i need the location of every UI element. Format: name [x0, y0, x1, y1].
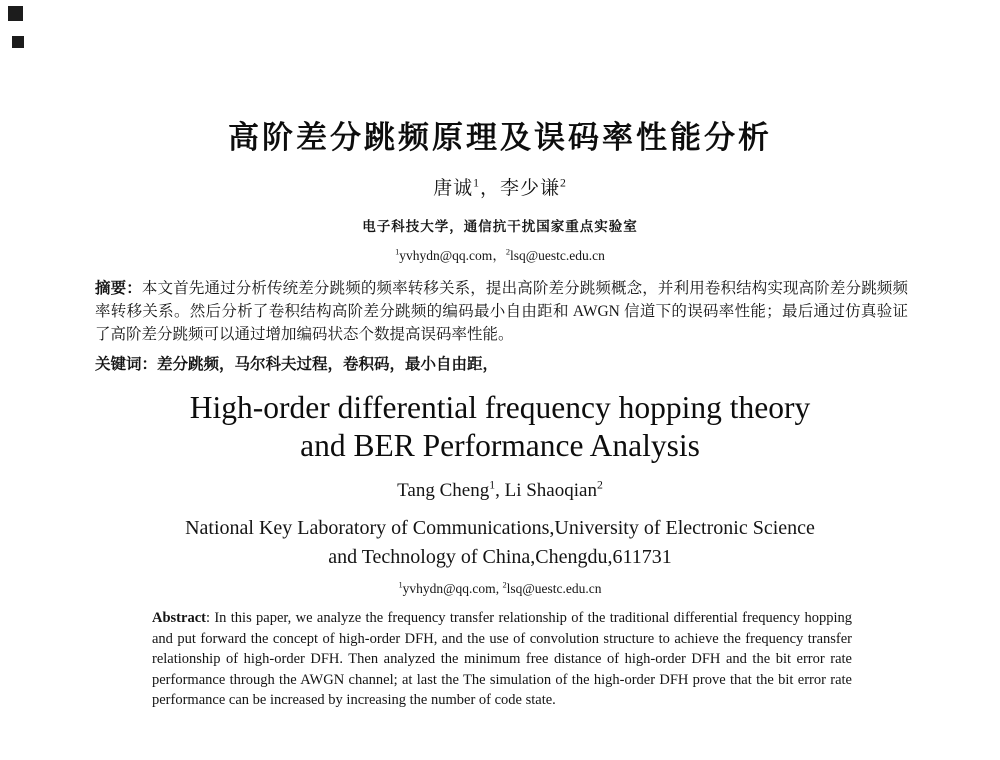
english-email-1: yvhydn@qq.com — [402, 581, 496, 596]
english-title-line-2: and BER Performance Analysis — [300, 428, 700, 463]
english-email-1-sup: 1 — [398, 580, 403, 590]
english-abstract — [152, 608, 852, 711]
english-emails-line — [0, 581, 1000, 597]
english-authors-line — [0, 480, 1000, 502]
english-affiliation-line-2: and Technology of China,Chengdu,611731 — [328, 546, 672, 568]
chinese-affiliation: 电子科技大学，通信抗干扰国家重点实验室 — [362, 219, 638, 234]
chinese-title: 高阶差分跳频原理及误码率性能分析 — [228, 120, 772, 155]
english-author-2: Li Shaoqian — [504, 480, 597, 501]
chinese-emails-separator: ， — [492, 248, 506, 263]
chinese-author-2: 李少谦 — [500, 178, 561, 199]
scan-artifact-square-bottom — [12, 36, 24, 48]
english-emails-separator: , — [495, 581, 503, 596]
chinese-email-1: yvhydn@qq.com — [399, 248, 493, 263]
chinese-authors-separator: ， — [479, 178, 500, 199]
chinese-abstract-label: 摘要： — [95, 280, 142, 297]
chinese-abstract-text: 本文首先通过分析传统差分跳频的频率转移关系，提出高阶差分跳频概念，并利用卷积结构实现高阶差分跳频频率转移关系。然后分析了卷积结构高阶差分跳频的编码最小自由距和 AWGN 信道下的误码率性能；最后通过仿真验证了高阶差分跳频可以通过增加编码状态个数提高误码率性能。 — [95, 280, 908, 343]
chinese-keywords-label: 关键词： — [95, 356, 158, 373]
english-abstract-text: In this paper, we analyze the frequency transfer relationship of the traditional differential frequency hopping and put forward the concept of high-order DFH, and the use of convolution structure to achieve the frequency transfer relationship of high-order DFH. Then analyzed the minimum free distance of high-order DFH and the bit error rate performance through the AWGN channel; at last the The simulation of the high-order DFH prove that the bit error rate performance can be increased by increasing the number of code state. — [152, 610, 852, 708]
english-email-2: lsq@uestc.edu.cn — [506, 581, 602, 596]
chinese-email-2: lsq@uestc.edu.cn — [510, 248, 605, 263]
chinese-author-1-sup: 1 — [473, 176, 480, 190]
chinese-email-2-sup: 2 — [505, 247, 510, 257]
scan-artifact-square-top — [8, 6, 23, 21]
english-author-2-sup: 2 — [596, 478, 603, 492]
chinese-author-2-sup: 2 — [560, 176, 567, 190]
english-affiliation — [0, 514, 1000, 572]
chinese-emails-line — [0, 244, 1000, 264]
chinese-keywords-text: 差分跳频，马尔科夫过程，卷积码，最小自由距， — [157, 356, 499, 373]
english-email-2-sup: 2 — [502, 580, 507, 590]
english-affiliation-line-1: National Key Laboratory of Communications,University of Electronic Science — [185, 517, 815, 539]
english-title — [0, 389, 1000, 465]
english-abstract-label: Abstract — [152, 610, 206, 626]
chinese-authors-line — [0, 173, 1000, 200]
english-author-1-sup: 1 — [489, 478, 496, 492]
chinese-abstract — [95, 277, 908, 346]
chinese-author-1: 唐诚 — [433, 178, 474, 199]
english-title-line-1: High-order differential frequency hopping theory — [189, 390, 811, 425]
chinese-keywords — [95, 353, 908, 376]
chinese-email-1-sup: 1 — [395, 247, 400, 257]
english-abstract-colon: : — [205, 610, 215, 626]
english-author-1: Tang Cheng — [397, 480, 490, 501]
english-authors-separator: , — [495, 480, 505, 501]
